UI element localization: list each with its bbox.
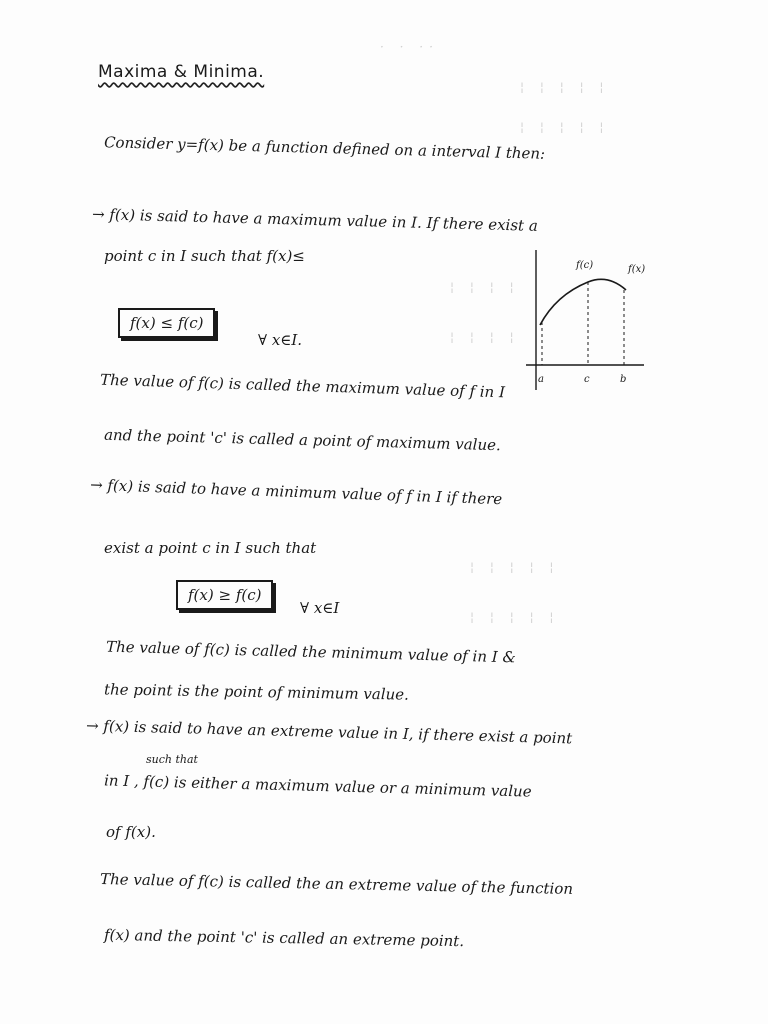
graph-label-fx: f(x): [628, 264, 646, 275]
page-title: Maxima & Minima.: [98, 62, 265, 82]
bleed-through-mark: ¦ ¦ ¦ ¦: [450, 330, 520, 344]
maximum-graph: [516, 250, 656, 395]
min-forall-text: ∀ x∈I: [300, 599, 340, 617]
graph-label-fc: f(c): [576, 260, 594, 271]
max-definition-line-2: point c in I such that f(x)≤: [104, 247, 305, 265]
graph-label-b: b: [620, 374, 627, 385]
extreme-definition-line-1: → f(x) is said to have an extreme value in I, if there exist a point: [85, 716, 573, 748]
extreme-definition-line-3: of f(x).: [106, 823, 156, 841]
extreme-definition-line-2: in I , f(c) is either a maximum value or a minimum value: [103, 771, 532, 801]
max-condition-box: f(x) ≤ f(c): [118, 308, 215, 338]
min-condition-box: f(x) ≥ f(c): [176, 580, 273, 610]
bleed-through-mark: ¦ ¦ ¦ ¦ ¦: [470, 610, 560, 624]
extreme-such-that-text: such that: [146, 753, 198, 766]
bleed-through-mark: ¦ ¦ ¦ ¦ ¦: [520, 120, 610, 134]
min-definition-line-2: exist a point c in I such that: [104, 539, 317, 557]
max-forall-text: ∀ x∈I.: [258, 331, 303, 349]
bleed-through-mark: · · ··: [380, 40, 439, 54]
graph-curve: [540, 279, 626, 325]
max-point-text: and the point 'c' is called a point of maximum value.: [103, 425, 502, 455]
extreme-value-text: The value of f(c) is called the an extreme value of the function: [99, 870, 574, 898]
bleed-through-mark: ¦ ¦ ¦ ¦ ¦: [520, 80, 610, 94]
intro-text: Consider y=f(x) be a function defined on a interval I then:: [103, 133, 546, 163]
extreme-point-text: f(x) and the point 'c' is called an extreme point.: [103, 925, 465, 951]
max-definition-line-1: → f(x) is said to have a maximum value in I. If there exist a: [91, 205, 539, 235]
graph-label-c: c: [584, 374, 590, 385]
min-value-text: The value of f(c) is called the minimum value of in I &: [105, 637, 517, 667]
graph-label-a: a: [538, 374, 544, 385]
max-value-text: The value of f(c) is called the maximum value of f in I: [99, 370, 506, 402]
min-point-text: the point is the point of minimum value.: [103, 680, 410, 704]
min-definition-line-1: → f(x) is said to have a minimum value of f in I if there: [89, 475, 503, 509]
bleed-through-mark: ¦ ¦ ¦ ¦: [450, 280, 520, 294]
maximum-graph-svg: [516, 250, 656, 395]
bleed-through-mark: ¦ ¦ ¦ ¦ ¦: [470, 560, 560, 574]
